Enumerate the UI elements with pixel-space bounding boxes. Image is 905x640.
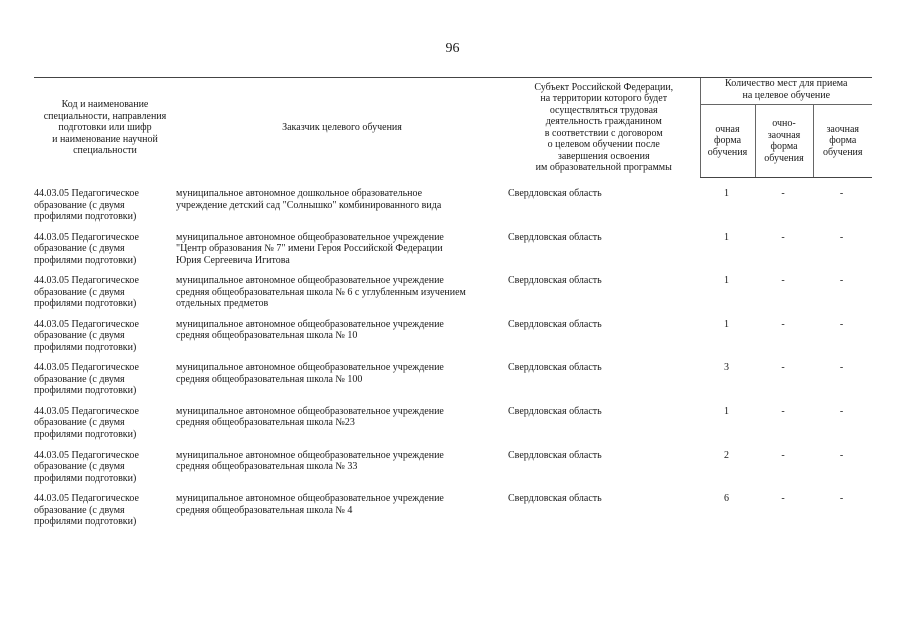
cell-extramural: - — [839, 231, 844, 243]
cell-region: Свердловская область — [508, 449, 602, 461]
cell-code: 44.03.05 Педагогическое образование (с двумя профилями подготовки) — [34, 493, 139, 528]
table-row — [34, 450, 872, 494]
cell-region: Свердловская область — [508, 405, 602, 417]
cell-full-time: 1 — [724, 405, 729, 417]
table-row — [34, 319, 872, 363]
cell-part-time: - — [781, 275, 785, 287]
cell-extramural: - — [839, 405, 844, 417]
cell-extramural: - — [839, 493, 844, 505]
cell-part-time: - — [781, 493, 785, 505]
cell-region: Свердловская область — [508, 318, 602, 330]
cell-customer: муниципальное автономное общеобразовательное учреждение средняя общеобразовательная школа № 6 с углубленным изучением отдельных предметов — [176, 275, 466, 310]
header-extramural: заочная форма обучения — [813, 105, 872, 178]
cell-region: Свердловская область — [508, 362, 602, 374]
cell-extramural: - — [839, 362, 844, 374]
cell-code: 44.03.05 Педагогическое образование (с двумя профилями подготовки) — [34, 405, 139, 440]
cell-full-time: 1 — [724, 318, 729, 330]
cell-customer: муниципальное автономное общеобразовательное учреждение средняя общеобразовательная школа № 100 — [176, 362, 444, 385]
cell-part-time: - — [781, 405, 785, 417]
header-full-time: очная форма обучения — [700, 105, 755, 178]
cell-full-time: 6 — [724, 493, 729, 505]
cell-full-time: 1 — [724, 275, 729, 287]
cell-full-time: 2 — [724, 449, 729, 461]
cell-customer: муниципальное автономное общеобразовательное учреждение средняя общеобразовательная школа № 4 — [176, 493, 444, 516]
cell-code: 44.03.05 Педагогическое образование (с двумя профилями подготовки) — [34, 318, 139, 353]
cell-full-time: 1 — [724, 231, 729, 243]
cell-part-time: - — [781, 231, 785, 243]
cell-part-time: - — [781, 188, 785, 199]
header-region: Субъект Российской Федерации, на территории которого будет осуществляться трудовая деятельность гражданином в соответствии с договором о целевом обучении после завершения освоения им образовательной программы — [508, 78, 700, 178]
cell-extramural: - — [839, 318, 844, 330]
table-row — [34, 232, 872, 276]
cell-region: Свердловская область — [508, 275, 602, 287]
table-row — [34, 188, 872, 232]
table-body — [34, 178, 872, 537]
cell-full-time: 1 — [724, 188, 729, 199]
cell-full-time: 3 — [724, 362, 729, 374]
table-row — [34, 275, 872, 319]
target-training-table — [34, 77, 872, 537]
cell-customer: муниципальное автономное общеобразовательное учреждение средняя общеобразовательная школа №23 — [176, 405, 444, 429]
table-row — [34, 406, 872, 450]
header-customer: Заказчик целевого обучения — [176, 78, 508, 178]
cell-part-time: - — [781, 449, 785, 461]
cell-extramural: - — [839, 188, 844, 199]
cell-region: Свердловская область — [508, 231, 602, 243]
cell-customer: муниципальное автономное дошкольное образовательное учреждение детский сад "Солнышко" комбинированного вида — [176, 188, 442, 211]
header-code: Код и наименование специальности, направления подготовки или шифр и наименование научной специальности — [34, 78, 176, 178]
cell-code: 44.03.05 Педагогическое образование (с двумя профилями подготовки) — [34, 275, 139, 310]
header-seats: Количество мест для приема на целевое обучение — [700, 78, 872, 105]
header-part-time: очно- заочная форма обучения — [755, 105, 813, 178]
cell-code: 44.03.05 Педагогическое образование (с двумя профилями подготовки) — [34, 362, 139, 397]
cell-customer: муниципальное автономное общеобразовательное учреждение "Центр образования № 7" имени Героя Российской Федерации Юрия Сергеевича Игитова — [176, 231, 444, 266]
cell-part-time: - — [781, 318, 785, 330]
cell-customer: муниципальное автономное общеобразовательное учреждение средняя общеобразовательная школа № 10 — [176, 318, 444, 342]
cell-region: Свердловская область — [508, 188, 602, 199]
cell-code: 44.03.05 Педагогическое образование (с двумя профилями подготовки) — [34, 231, 139, 266]
cell-extramural: - — [839, 449, 844, 461]
table-row — [34, 493, 872, 537]
cell-code: 44.03.05 Педагогическое образование (с двумя профилями подготовки) — [34, 188, 139, 222]
cell-code: 44.03.05 Педагогическое образование (с двумя профилями подготовки) — [34, 449, 139, 484]
page-number: 96 — [445, 41, 460, 56]
cell-part-time: - — [781, 362, 785, 374]
cell-region: Свердловская область — [508, 493, 602, 505]
table-row — [34, 362, 872, 406]
cell-customer: муниципальное автономное общеобразовательное учреждение средняя общеобразовательная школа № 33 — [176, 449, 444, 473]
cell-extramural: - — [839, 275, 844, 287]
